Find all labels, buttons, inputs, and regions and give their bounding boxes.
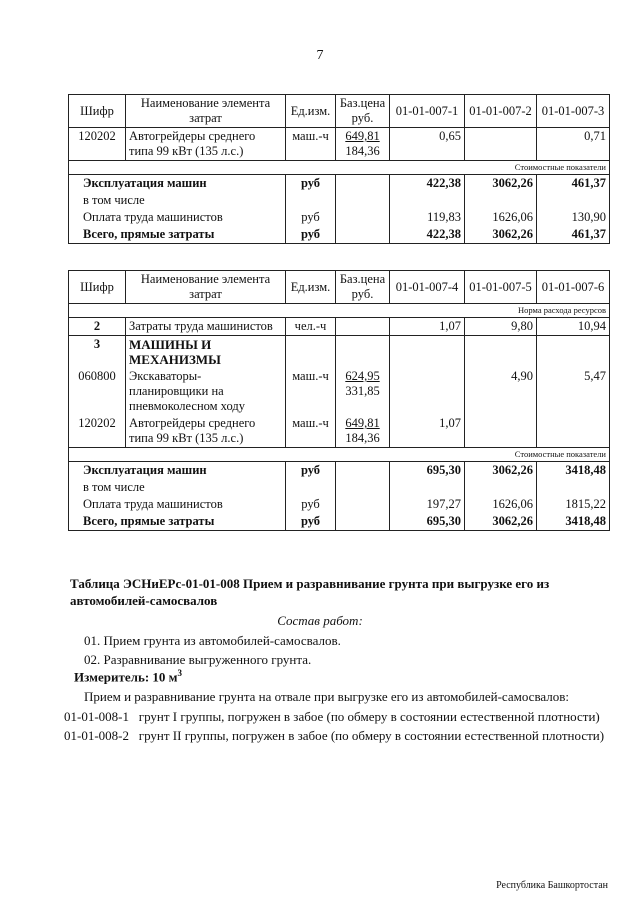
header-col-2: 01-01-007-2 xyxy=(465,95,537,128)
intro-text: Прием и разравнивание грунта на отвале при выгрузке его из автомобилей-самосвалов: xyxy=(84,689,570,704)
header-name: Наименование элемента затрат xyxy=(126,95,286,128)
table-row: 3 МАШИНЫ И МЕХАНИЗМЫ xyxy=(69,336,610,369)
table-row: 2 Затраты труда машинистов чел.-ч 1,07 9,80 10,94 xyxy=(69,318,610,336)
total-row: Эксплуатация машин руб 422,38 3062,26 461,37 xyxy=(69,175,610,193)
code-text: грунт II группы, погружен в забое (по обмеру в состоянии естественной плотности) xyxy=(138,728,605,743)
header-unit: Ед.изм. xyxy=(286,95,336,128)
header-name: Наименование элемента затрат xyxy=(126,271,286,304)
header-col-2: 01-01-007-5 xyxy=(465,271,537,304)
table-row: 120202 Автогрейдеры среднего типа 99 кВт (135 л.с.) маш.-ч 649,81 184,36 0,65 0,71 xyxy=(69,128,610,161)
header-col-1: 01-01-007-1 xyxy=(390,95,465,128)
table-caption: Таблица ЭСНиЕРс-01-01-008 Прием и разравнивание грунта при выгрузке его из автомобилей-самосвалов xyxy=(70,576,550,608)
header-col-1: 01-01-007-4 xyxy=(390,271,465,304)
header-code: Шифр xyxy=(69,95,126,128)
meter-label: Измеритель: 10 $м^3$ xyxy=(74,668,183,685)
table-row: 060800 Экскаваторы- планировщики на пневмоколесном ходу маш.-ч 624,95 331,85 4,90 5,47 xyxy=(69,368,610,415)
section-row xyxy=(69,304,610,318)
code-number: 01-01-008-1 xyxy=(64,709,129,724)
resource-table-2 xyxy=(68,270,610,531)
header-price: Баз.цена руб. xyxy=(336,95,390,128)
work-title: Состав работ: xyxy=(277,613,363,628)
total-row: в том числе xyxy=(69,479,610,496)
section-row xyxy=(69,448,610,462)
total-row: в том числе xyxy=(69,192,610,209)
section-label: Норма расхода ресурсов xyxy=(390,304,610,318)
section-label: Стоимостные показатели xyxy=(390,161,610,175)
code-number: 01-01-008-2 xyxy=(64,728,129,743)
header-col-3: 01-01-007-6 xyxy=(537,271,610,304)
footer-region: Республика Башкортостан xyxy=(496,880,608,891)
total-row: Всего, прямые затраты руб 422,38 3062,26 461,37 xyxy=(69,226,610,244)
page-number: 7 xyxy=(316,48,324,63)
total-row: Оплата труда машинистов руб 119,83 1626,06 130,90 xyxy=(69,209,610,226)
header-col-3: 01-01-007-3 xyxy=(537,95,610,128)
header-code: Шифр xyxy=(69,271,126,304)
work-item: 02. Разравнивание выгруженного грунта. xyxy=(84,652,312,667)
header-price: Баз.цена руб. xyxy=(336,271,390,304)
code-line xyxy=(64,728,604,744)
code-text: грунт I группы, погружен в забое (по обмеру в состоянии естественной плотности) xyxy=(138,709,600,724)
section-row xyxy=(69,161,610,175)
table-row: 120202 Автогрейдеры среднего типа 99 кВт (135 л.с.) маш.-ч 649,81 184,36 1,07 xyxy=(69,415,610,448)
header-unit: Ед.изм. xyxy=(286,271,336,304)
total-row: Оплата труда машинистов руб 197,27 1626,06 1815,22 xyxy=(69,496,610,513)
section-label: Стоимостные показатели xyxy=(390,448,610,462)
resource-table-1 xyxy=(68,94,610,244)
code-line xyxy=(64,709,600,725)
work-item: 01. Прием грунта из автомобилей-самосвалов. xyxy=(84,633,341,648)
total-row: Всего, прямые затраты руб 695,30 3062,26 3418,48 xyxy=(69,513,610,531)
total-row: Эксплуатация машин руб 695,30 3062,26 3418,48 xyxy=(69,462,610,480)
